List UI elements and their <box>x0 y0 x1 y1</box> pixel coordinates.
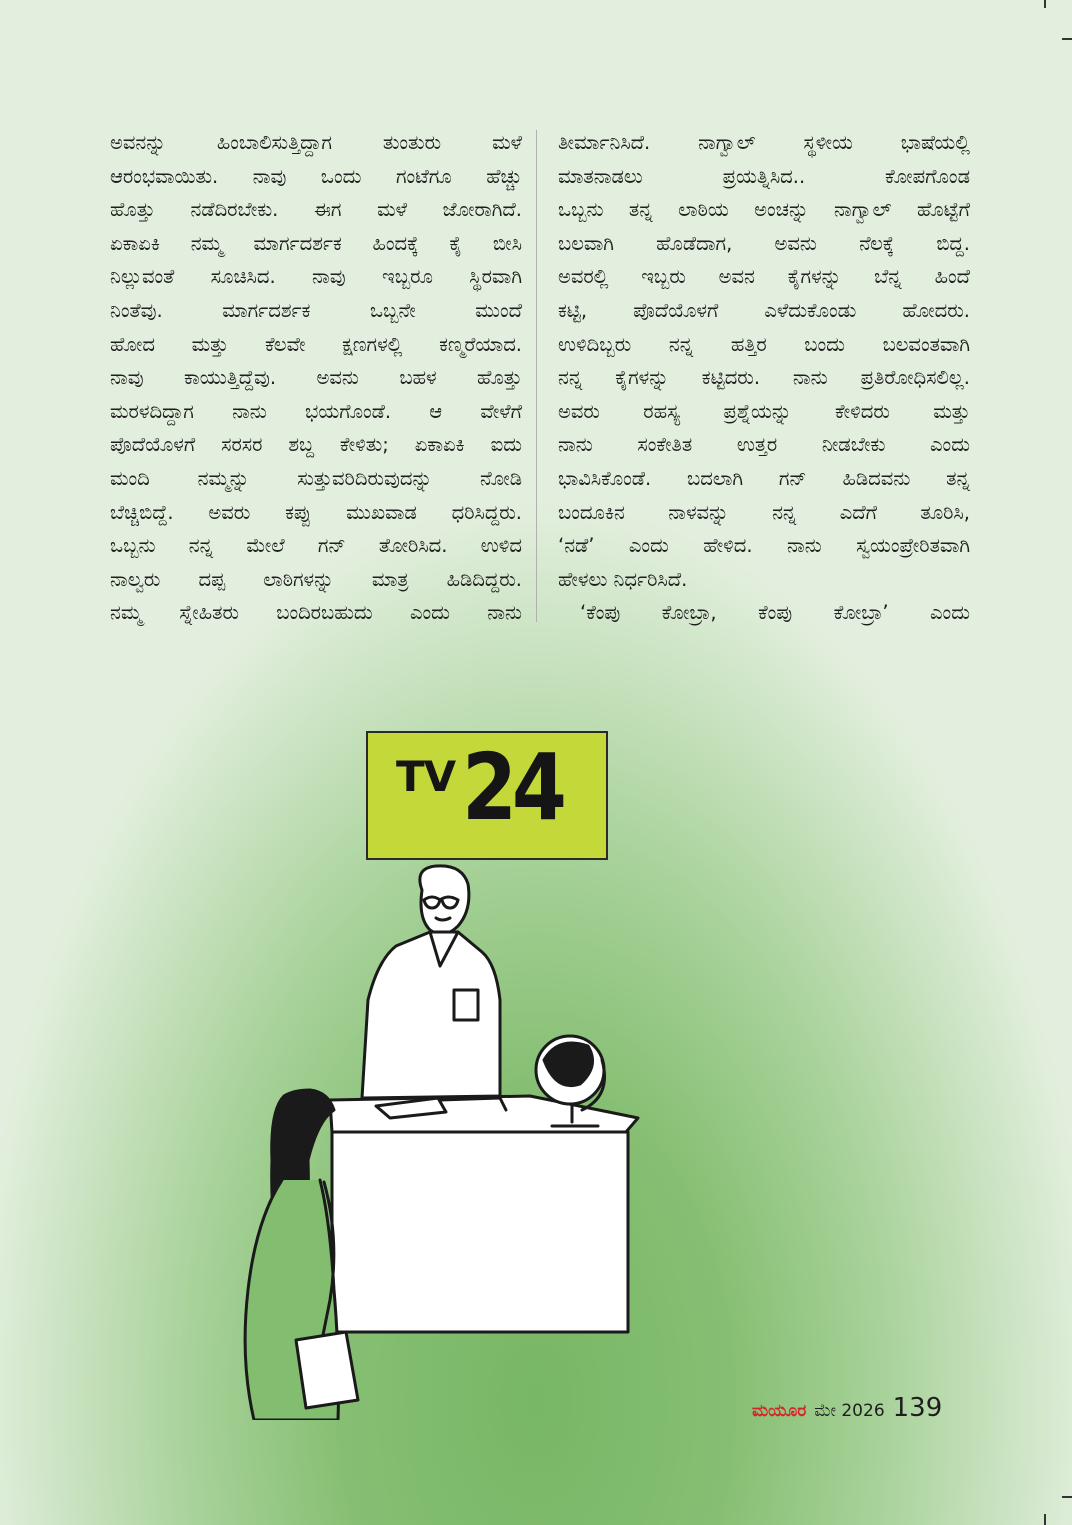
text-line: ನನ್ನ ಕೈಗಳನ್ನು ಕಟ್ಟಿದರು. ನಾನು ಪ್ರತಿರೋಧಿಸಲಿಲ್ಲ. <box>558 366 970 390</box>
text-line: ಹೇಳಲು ನಿರ್ಧರಿಸಿದೆ. <box>558 567 688 591</box>
desk-front <box>332 1132 628 1332</box>
text-line: ನಾವು ಕಾಯುತ್ತಿದ್ದೆವು. ಅವನು ಬಹಳ ಹೊತ್ತು <box>110 366 522 390</box>
text-line: ನಿಂತೆವು. ಮಾರ್ಗದರ್ಶಕ ಒಬ್ಬನೇ ಮುಂದೆ <box>110 298 522 322</box>
text-line: ಬಂದೂಕಿನ ನಾಳವನ್ನು ನನ್ನ ಎದೆಗೆ ತೂರಿಸಿ, <box>558 500 970 524</box>
text-line: ಭಾವಿಸಿಕೊಂಡೆ. ಬದಲಾಗಿ ಗನ್ ಹಿಡಿದವನು ತನ್ನ <box>558 466 970 490</box>
column-divider <box>536 130 537 622</box>
text-line: ಬೆಚ್ಚಿಬಿದ್ದೆ. ಅವರು ಕಪ್ಪು ಮುಖವಾಡ ಧರಿಸಿದ್ದರು. <box>110 500 522 524</box>
text-line: ನಾಲ್ವರು ದಪ್ಪ ಲಾಠಿಗಳನ್ನು ಮಾತ್ರ ಹಿಡಿದಿದ್ದರು. <box>110 567 522 591</box>
text-line: ಕಟ್ಟಿ, ಪೊದೆಯೊಳಗೆ ಎಳೆದುಕೊಂಡು ಹೋದರು. <box>558 298 970 322</box>
article-column-left <box>110 126 522 630</box>
crop-mark-right-top <box>1062 38 1072 40</box>
text-line: ನಾನು ಸಂಕೇತಿತ ಉತ್ತರ ನೀಡಬೇಕು ಎಂದು <box>558 433 970 457</box>
text-line: ಉಳಿದಿಬ್ಬರು ನನ್ನ ಹತ್ತಿರ ಬಂದು ಬಲವಂತವಾಗಿ <box>558 332 970 356</box>
text-line: ಮಾತನಾಡಲು ಪ್ರಯತ್ನಿಸಿದ.. ಕೋಪಗೊಂಡ <box>558 164 970 188</box>
tv-sign-small: TV <box>396 752 456 801</box>
text-line: ಮರಳದಿದ್ದಾಗ ನಾನು ಭಯಗೊಂಡೆ. ಆ ವೇಳೆಗೆ <box>110 399 522 423</box>
magazine-name: ಮಯೂರ <box>752 1401 807 1421</box>
woman-paper <box>296 1332 358 1408</box>
text-line: ಅವರಲ್ಲಿ ಇಬ್ಬರು ಅವನ ಕೈಗಳನ್ನು ಬೆನ್ನ ಹಿಂದೆ <box>558 265 970 289</box>
text-line: ಅವನನ್ನು ಹಿಂಬಾಲಿಸುತ್ತಿದ್ದಾಗ ತುಂತುರು ಮಳೆ <box>110 131 522 154</box>
text-line: ಒಬ್ಬನು ತನ್ನ ಲಾಠಿಯ ಅಂಚನ್ನು ನಾಗ್ವಾಲ್ ಹೊಟ್ಟೆಗೆ <box>558 198 970 222</box>
article-column-right <box>558 126 970 630</box>
crop-mark-bottom <box>1044 1514 1046 1525</box>
man-head <box>420 866 469 934</box>
text-line: ಬಲವಾಗಿ ಹೊಡೆದಾಗ, ಅವನು ನೆಲಕ್ಕೆ ಬಿದ್ದ. <box>558 231 970 255</box>
text-line: ನಿಲ್ಲುವಂತೆ ಸೂಚಿಸಿದ. ನಾವು ಇಬ್ಬರೂ ಸ್ಥಿರವಾಗಿ <box>110 265 522 289</box>
text-line: ನಮ್ಮ ಸ್ನೇಹಿತರು ಬಂದಿರಬಹುದು ಎಂದು ನಾನು <box>110 601 522 625</box>
newsroom-illustration <box>200 860 680 1420</box>
text-line: ಏಕಾಏಕಿ ನಮ್ಮ ಮಾರ್ಗದರ್ಶಕ ಹಿಂದಕ್ಕೆ ಕೈ ಬೀಸಿ <box>110 231 522 255</box>
text-line: ‘ಕೆಂಪು ಕೋಬ್ರಾ, ಕೆಂಪು ಕೋಬ್ರಾ’ ಎಂದು <box>580 601 970 625</box>
text-line: ತೀರ್ಮಾನಿಸಿದೆ. ನಾಗ್ವಾಲ್ ಸ್ಥಳೀಯ ಭಾಷೆಯಲ್ಲಿ <box>558 131 970 154</box>
text-line: ಒಬ್ಬನು ನನ್ನ ಮೇಲೆ ಗನ್ ತೋರಿಸಿದ. ಉಳಿದ <box>110 534 522 558</box>
text-line: ಹೊತ್ತು ನಡೆದಿರಬೇಕು. ಈಗ ಮಳೆ ಜೋರಾಗಿದೆ. <box>110 198 522 222</box>
page-footer <box>752 1393 942 1427</box>
page-number: 139 <box>892 1393 943 1423</box>
text-line: ‘ನಡೆ’ ಎಂದು ಹೇಳಿದ. ನಾನು ಸ್ವಯಂಪ್ರೇರಿತವಾಗಿ <box>558 534 970 558</box>
issue-date: ಮೇ 2026 <box>814 1401 885 1421</box>
text-line: ಆರಂಭವಾಯಿತು. ನಾವು ಒಂದು ಗಂಟೆಗೂ ಹೆಚ್ಚು <box>110 164 522 188</box>
crop-mark-top <box>1044 0 1046 8</box>
text-line: ಮಂದಿ ನಮ್ಮನ್ನು ಸುತ್ತುವರಿದಿರುವುದನ್ನು ನೋಡಿ <box>110 466 522 490</box>
tv-sign-number: 24 <box>462 734 562 841</box>
text-line: ಪೊದೆಯೊಳಗೆ ಸರಸರ ಶಬ್ದ ಕೇಳಿತು; ಏಕಾಏಕಿ ಐದು <box>110 433 522 457</box>
man-pocket-badge <box>454 990 478 1020</box>
text-line: ಹೋದ ಮತ್ತು ಕೆಲವೇ ಕ್ಷಣಗಳಲ್ಲಿ ಕಣ್ಮರೆಯಾದ. <box>110 332 522 356</box>
crop-mark-right-bottom <box>1062 1496 1072 1498</box>
text-line: ಅವರು ರಹಸ್ಯ ಪ್ರಶ್ನೆಯನ್ನು ಕೇಳಿದರು ಮತ್ತು <box>558 399 970 423</box>
tv-sign-text <box>392 734 592 848</box>
